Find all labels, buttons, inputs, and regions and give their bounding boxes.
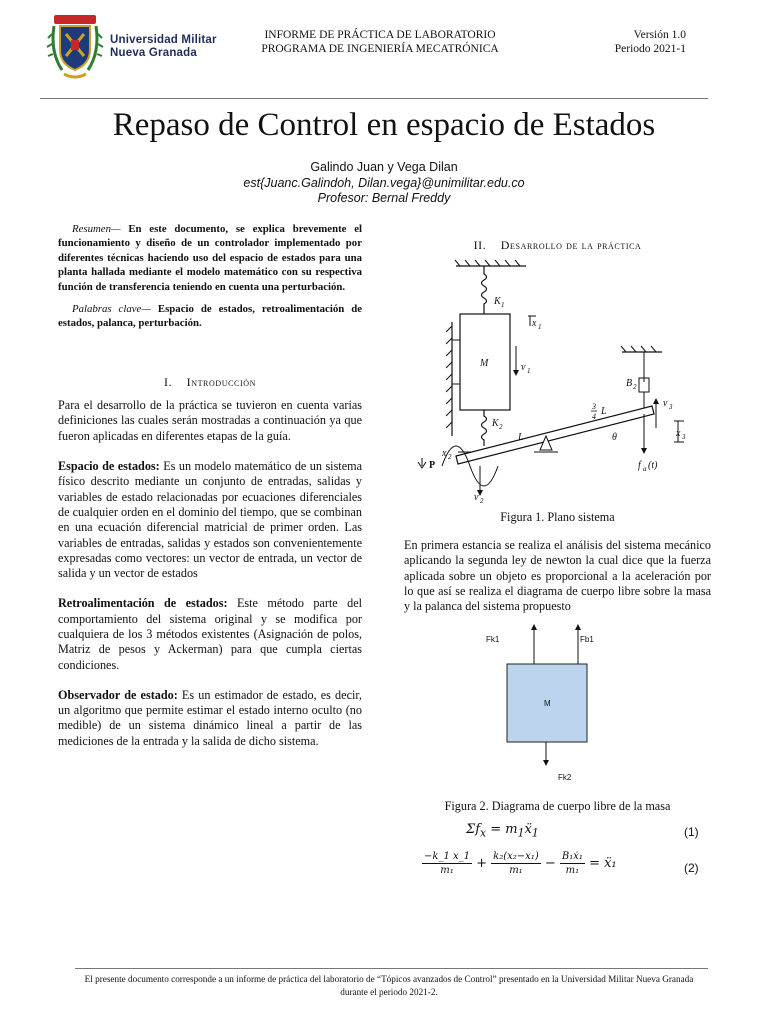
svg-text:f: f <box>638 460 641 471</box>
svg-text:2: 2 <box>480 497 484 504</box>
keywords <box>58 302 362 331</box>
label-L: L <box>518 432 524 443</box>
label-x3 <box>675 428 686 441</box>
author-email: est{Juanc.Galindoh, Dilan.vega}@unimilitar.edu.co <box>243 175 525 190</box>
label-theta: θ <box>612 432 617 443</box>
section-title: Introducción <box>186 374 257 389</box>
section-heading-intro <box>58 375 362 390</box>
report-header <box>200 28 560 56</box>
svg-text:3: 3 <box>592 402 596 411</box>
label-v3 <box>663 398 673 411</box>
equation-2-number: (2) <box>684 861 699 875</box>
label-x1 <box>531 318 542 331</box>
svg-text:2: 2 <box>448 453 452 461</box>
force-label-fk1: Fk1 <box>486 635 500 644</box>
abstract-label: Resumen— <box>72 223 121 235</box>
svg-text:x: x <box>532 318 537 329</box>
equation-1: $\Sigma f_x$ = $m_1ẍ_1$ <box>466 822 539 840</box>
svg-text:2: 2 <box>499 423 503 431</box>
figure-1-system-diagram <box>416 256 712 504</box>
observer-text: Es un estimador de estado, es decir, un algoritmo que permite estimar el estado interno oculto (no medible) de un sistema dinámico lineal a partir de las mediciones de la entrada y la salida de dicho sistema. <box>58 687 362 748</box>
svg-text:a: a <box>643 465 647 473</box>
figure-2-caption: Figura 2. Diagrama de cuerpo libre de la masa <box>444 799 671 813</box>
svg-text:1: 1 <box>501 301 505 309</box>
observer-paragraph <box>58 688 362 749</box>
section-number: I. <box>163 374 173 389</box>
svg-text:x: x <box>676 428 681 439</box>
force-label-fk2: Fk2 <box>558 773 572 782</box>
version-label: Versión 1.0 <box>633 29 686 41</box>
university-name-line1: Universidad Militar <box>110 34 217 46</box>
equation-1-number: (1) <box>684 825 699 839</box>
state-feedback-paragraph <box>58 596 362 672</box>
svg-text:4: 4 <box>592 412 596 421</box>
svg-text:1: 1 <box>527 367 531 375</box>
svg-text:v: v <box>663 398 668 409</box>
svg-text:3: 3 <box>682 433 686 441</box>
label-P: P <box>429 460 436 471</box>
period-label: Periodo 2021-1 <box>614 43 686 55</box>
label-mass: M <box>480 358 489 369</box>
state-feedback-term: Retroalimentación de estados: <box>58 596 228 611</box>
label-K1 <box>493 296 505 309</box>
label-fa <box>638 460 658 473</box>
header-line2: PROGRAMA DE INGENIERÍA MECATRÓNICA <box>261 43 499 55</box>
state-feedback-text: Este método parte del comportamiento del sistema original y se modifica por cualquiera de los 3 métodos existentes (Asignación de polos, Matriz de pesos y Ackerman) para que cumpla ciertas condiciones. <box>58 596 362 672</box>
label-K2 <box>491 418 503 431</box>
svg-text:K: K <box>494 296 501 307</box>
mass-label: M <box>544 699 551 708</box>
label-v1 <box>521 362 531 375</box>
observer-term: Observador de estado: <box>58 687 178 702</box>
section-heading-development <box>404 238 711 253</box>
left-column <box>58 222 362 749</box>
professor-name: Profesor: Bernal Freddy <box>317 191 451 205</box>
state-space-term: Espacio de estados: <box>58 459 160 474</box>
abstract <box>58 222 362 294</box>
author-names: Galindo Juan y Vega Dilan <box>310 160 458 174</box>
development-paragraph: En primera estancia se realiza el análisis del sistema mecánico aplicando la segunda ley de newton la cual dice que la fuerza aplicada sobre un objeto es proporcional a la aceleración por lo que así se realiza el diagrama de cuerpo libre sobre la masa y la palanca del sistema propuesto <box>404 538 711 614</box>
section-number: II. <box>473 238 487 252</box>
abstract-text: En este documento, se explica brevemente el funcionamiento y diseño de un controlador implementado por diferentes técnicas haciendo uso del espacio de estados para una planta hallada mediante el modelo matemático con su respectiva función de transferencia teniendo en cuenta una perturbación. <box>58 223 362 293</box>
intro-paragraph: Para el desarrollo de la práctica se tuvieron en cuenta varias definiciones las cuales serán mostradas a continuación ya que fueron aplicadas en diferentes etapas de la guía. <box>58 398 362 443</box>
label-B2 <box>626 378 637 391</box>
figure-2-free-body-diagram <box>470 618 650 788</box>
page-footer: El presente documento corresponde a un informe de práctica del laboratorio de “Tópicos avanzados de Control” presentado en la Universidad Militar Nueva Granada durante el periodo 2021-2. <box>84 974 694 997</box>
header-divider <box>40 98 708 99</box>
svg-text:B: B <box>626 378 633 389</box>
figure-1-caption: Figura 1. Plano sistema <box>500 510 615 524</box>
svg-text:3: 3 <box>669 403 673 411</box>
svg-text:2: 2 <box>633 383 637 391</box>
force-label-fb1: Fb1 <box>580 635 594 644</box>
state-space-text: Es un modelo matemático de un sistema físico descrito mediante un conjunto de entradas, salidas y variables de estado relacionadas por ecuaciones diferenciales de cualquier orden en el dominio del tiempo, que se combinan en una ecuación diferencial matricial de primer orden. Las variables de entradas, salidas y estados son convenientemente expresadas como vectores: un vector de entrada, un vector de salida y un vector de estados <box>58 459 362 581</box>
keywords-text: Espacio de estados, retroalimentación de estados, palanca, perturbación. <box>58 303 362 330</box>
university-name-line2: Nueva Granada <box>110 47 197 59</box>
svg-text:L: L <box>601 406 607 417</box>
university-crest-icon <box>40 12 110 84</box>
keywords-label: Palabras clave— <box>72 303 151 316</box>
header-line1: INFORME DE PRÁCTICA DE LABORATORIO <box>264 29 496 41</box>
state-space-paragraph <box>58 459 362 581</box>
svg-text:v: v <box>474 492 479 503</box>
version-info <box>615 28 686 56</box>
svg-text:1: 1 <box>538 323 542 331</box>
svg-text:v: v <box>521 362 526 373</box>
svg-text:x: x <box>442 448 447 459</box>
footer-divider <box>75 968 708 969</box>
svg-text:K: K <box>492 418 499 429</box>
section-title: Desarrollo de la práctica <box>500 238 642 252</box>
svg-text:(t): (t) <box>648 460 658 471</box>
equation-2: $\frac{-k\_1 x\_1}{\text{m₁}}$ + $\frac{\text{k₂(x₂−x₁)}}{\text{m₁}}$ − $\frac{\text{B₁ẋ₁}}{\text{m₁}}$ = ẍ₁ <box>424 851 617 876</box>
paper-title: Repaso de Control en espacio de Estados <box>112 107 656 143</box>
author-block <box>0 160 768 207</box>
